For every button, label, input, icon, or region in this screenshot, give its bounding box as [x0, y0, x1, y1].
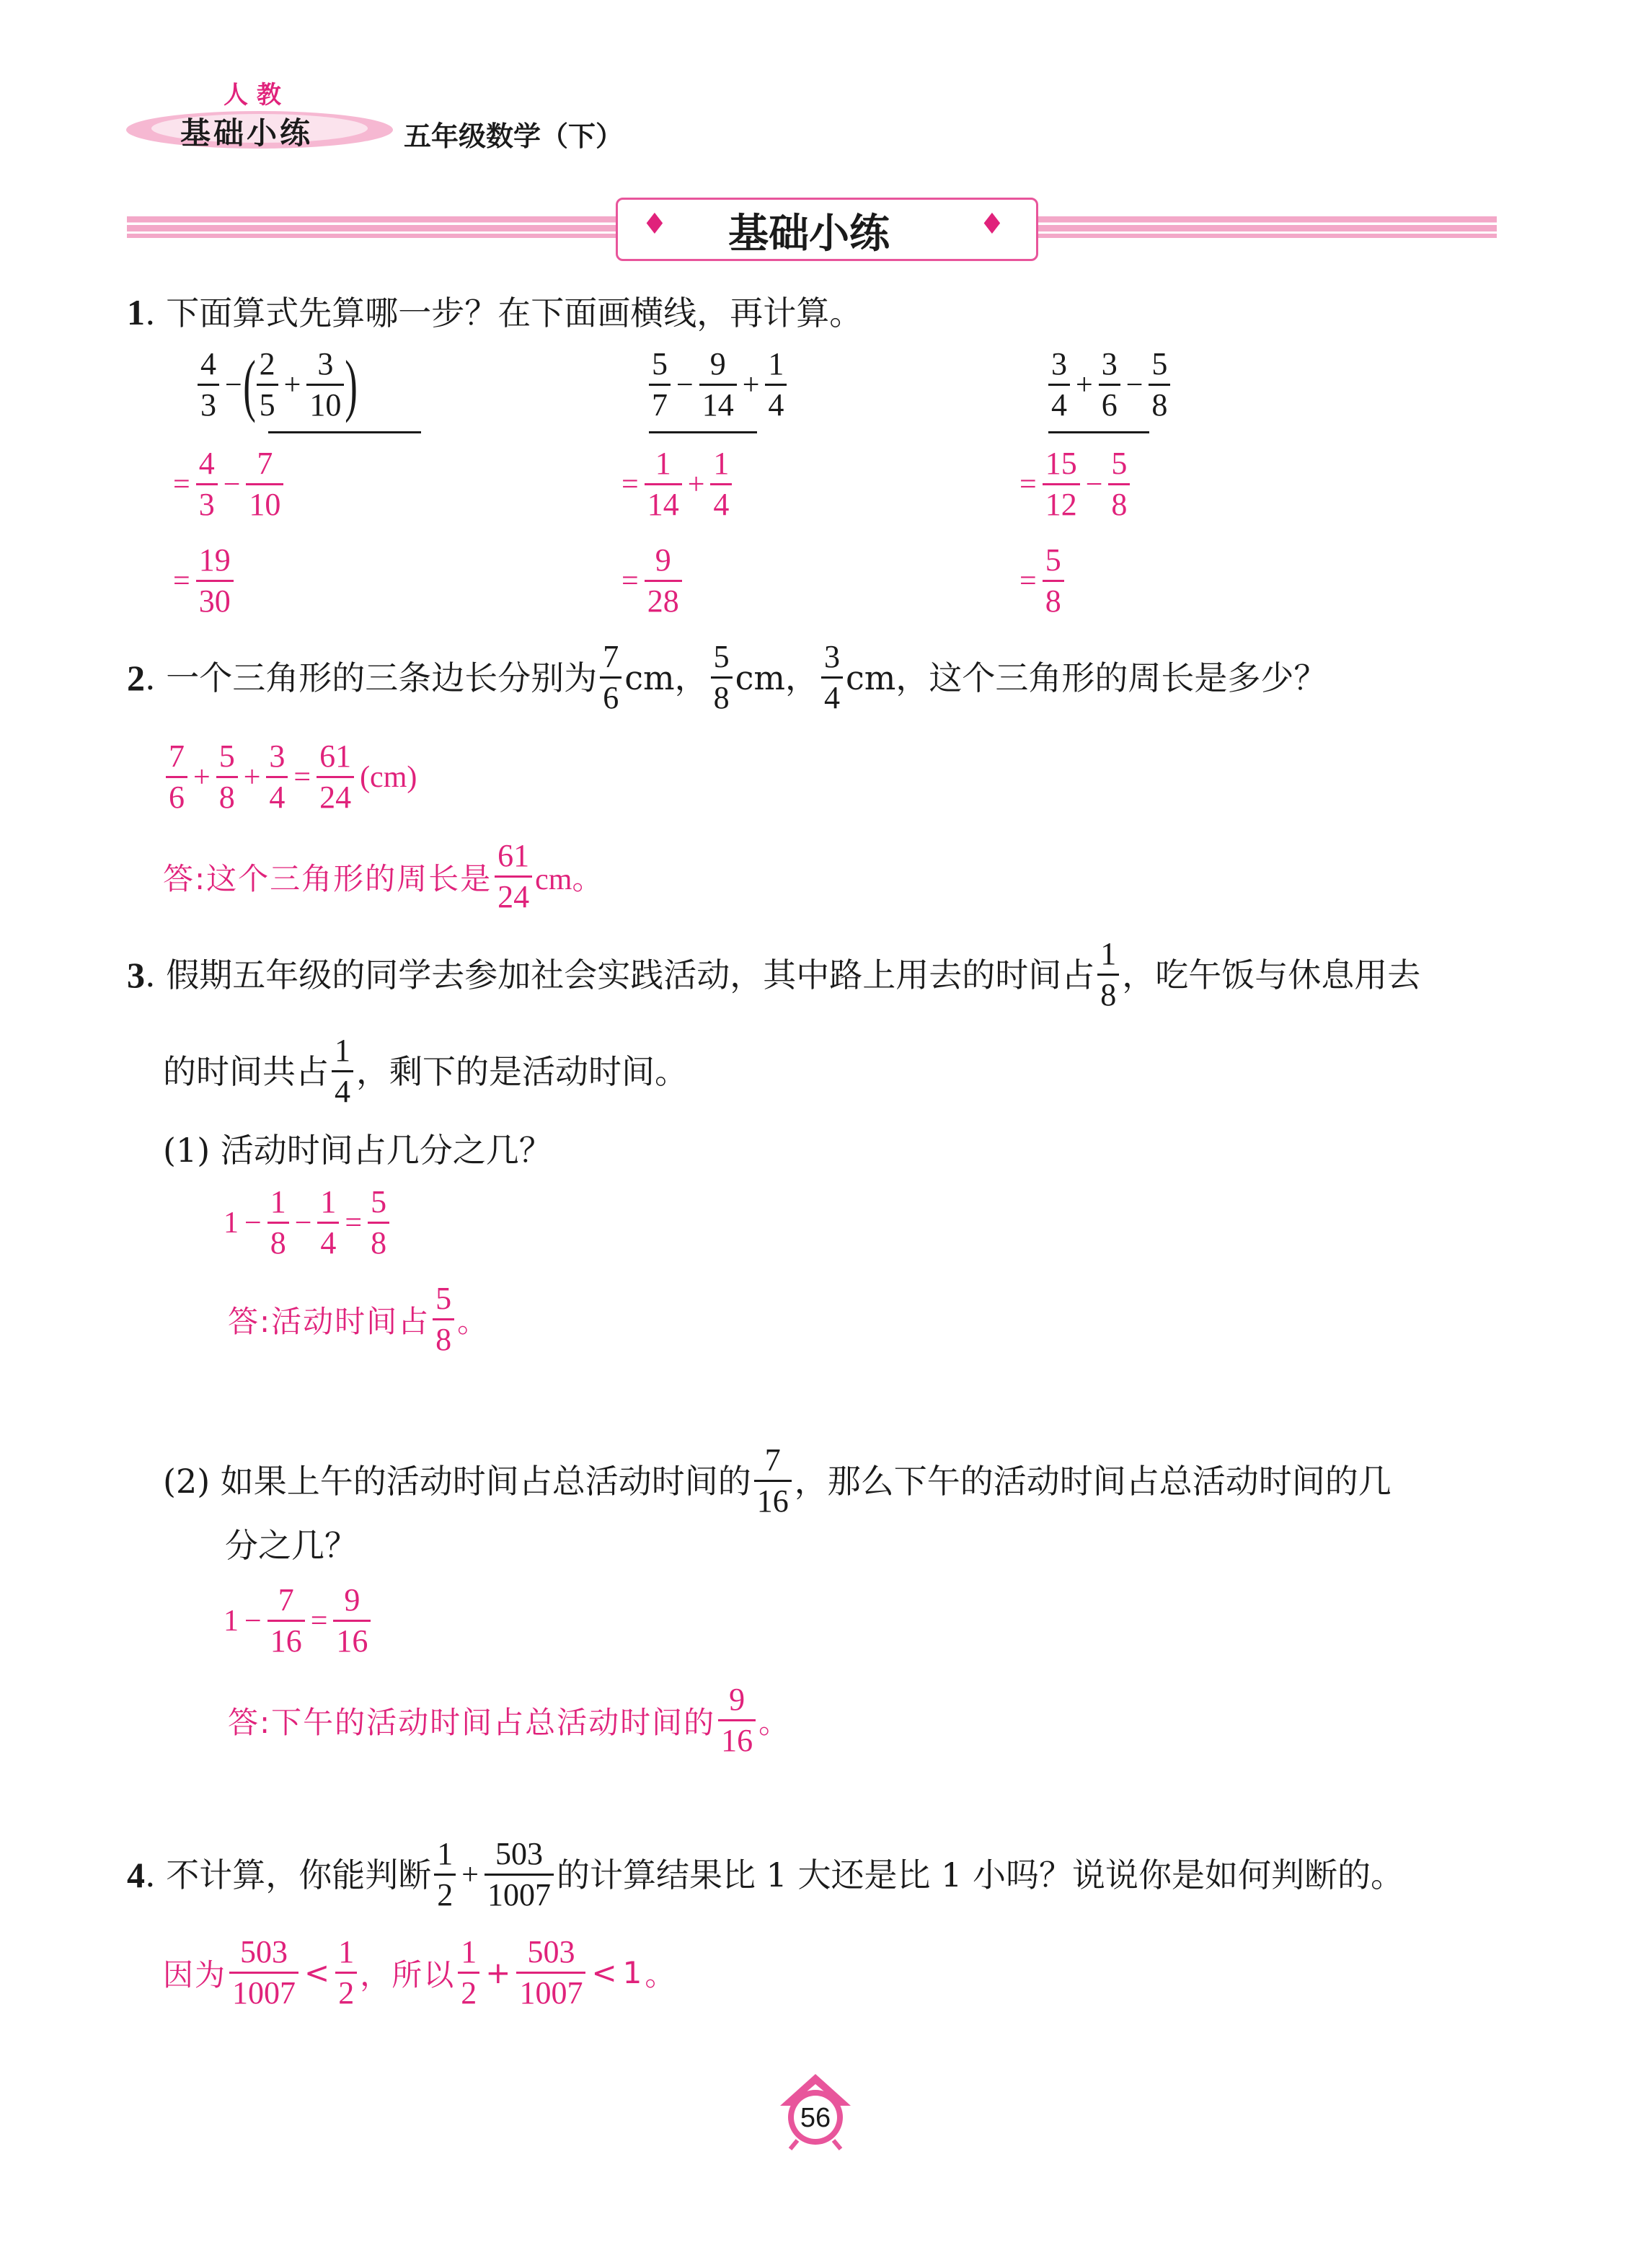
q1b-underline	[649, 431, 757, 433]
q1-prompt: 1. 下面算式先算哪一步？在下面画横线，再计算。	[127, 292, 863, 332]
fraction: 1 2	[434, 1836, 456, 1913]
fraction: 5 8	[433, 1281, 454, 1358]
paren-close: )	[345, 345, 358, 423]
fraction: 7 16	[267, 1582, 305, 1659]
fraction: 61 24	[495, 838, 532, 915]
q1c-underline	[1048, 431, 1149, 433]
q1b-step1: = 1 14 + 1 4	[619, 446, 735, 523]
q2-answer: 答:这个三角形的周长是 61 24 cm。	[163, 838, 603, 914]
q3-part2-label-line2: 分之几？	[225, 1526, 358, 1565]
fraction: 9 16	[333, 1582, 371, 1659]
fraction: 3 4	[821, 639, 843, 716]
fraction: 19 30	[196, 542, 234, 619]
fraction: 503 1007	[229, 1934, 298, 2011]
banner-stripe-left	[127, 216, 617, 238]
q3-part1-calculation: 1 − 1 8 − 1 4 = 5 8	[221, 1184, 392, 1261]
fraction: 503 1007	[516, 1934, 585, 2011]
fraction: 15 12	[1043, 446, 1080, 523]
fraction: 5 8	[216, 738, 238, 816]
header-logo	[123, 72, 397, 151]
q4-prompt: 4 . 不计算，你能判断 1 2 + 503 1007 的计算结果比 1 大还是比 1 小吗？说说你是如何判断的。	[127, 1836, 1404, 1912]
fraction: 9 14	[699, 346, 737, 423]
fraction: 5 8	[711, 639, 733, 716]
page-number: 56	[800, 2103, 831, 2133]
fraction: 3 4	[1048, 346, 1070, 423]
q1c-step2: = 5 8	[1017, 542, 1067, 619]
q4-answer: 因为 503 1007 < 1 2 ，所以 1 2 + 503 1007 < 1 。	[163, 1934, 676, 2011]
fraction: 3 4	[266, 738, 288, 816]
page-badge	[776, 2071, 855, 2150]
fraction: 1 4	[710, 446, 732, 523]
q3-prompt-line1: 3 . 假期五年级的同学去参加社会实践活动，其中路上用去的时间占 1 8 ，吃午饭与休息用去	[127, 936, 1421, 1012]
q2-prompt: 2 . 一个三角形的三条边长分别为 7 6 cm， 5 8 cm， 3 4 cm， 这个三角形的周长是多少？	[127, 639, 1327, 715]
q3-prompt-line2: 的时间共占 1 4 ，剩下的是活动时间。	[163, 1033, 688, 1109]
fraction: 3 6	[1099, 346, 1120, 423]
fraction: 4 3	[198, 346, 219, 423]
fraction: 1 8	[1097, 936, 1119, 1013]
fraction: 4 3	[196, 446, 218, 523]
banner-stripe-right	[1035, 216, 1497, 238]
fraction: 7 6	[600, 639, 621, 716]
fraction: 9 16	[718, 1682, 756, 1759]
diamond-icon: ♦	[642, 208, 668, 241]
fraction: 5 8	[1108, 446, 1130, 523]
q3-part2-answer: 答:下午的活动时间占总活动时间的 9 16 。	[228, 1682, 789, 1758]
banner-title: 基础小练	[728, 211, 890, 257]
fraction: 1 4	[332, 1033, 353, 1110]
q1a-expression: 4 3 − ( 2 5 + 3 10 )	[195, 346, 355, 423]
q1a-underline	[268, 431, 421, 433]
fraction: 2 5	[257, 346, 278, 423]
q1c-expression: 3 4 + 3 6 − 5 8	[1045, 346, 1173, 423]
q3-part1-label: (1) 活动时间占几分之几？	[163, 1131, 552, 1170]
q3-part2-calculation: 1 − 7 16 = 9 16	[221, 1582, 373, 1659]
fraction: 1 2	[335, 1934, 357, 2011]
fraction: 5 8	[1043, 542, 1064, 619]
fraction: 7 6	[166, 738, 187, 816]
q2-calculation: 7 6 + 5 8 + 3 4 = 61 24 (cm)	[163, 738, 420, 816]
fraction: 1 8	[267, 1184, 289, 1261]
fraction: 1 4	[317, 1184, 339, 1261]
fraction: 1 14	[645, 446, 682, 523]
fraction: 9 28	[645, 542, 682, 619]
q1b-expression: 5 7 − 9 14 + 1 4	[646, 346, 789, 423]
paren-open: (	[242, 345, 256, 423]
fraction: 7 16	[754, 1442, 792, 1519]
publisher-label: 人 教	[224, 81, 281, 110]
fraction: 61 24	[317, 738, 354, 816]
q3-part2-label-line1: (2) 如果上午的活动时间占总活动时间的 7 16 ，那么下午的活动时间占总活动时间的几	[163, 1442, 1392, 1519]
q1a-step2: = 19 30	[170, 542, 236, 619]
fraction: 5 8	[368, 1184, 389, 1261]
fraction: 7 10	[246, 446, 283, 523]
series-label: 基础小练	[180, 115, 314, 151]
q1c-step1: = 15 12 − 5 8	[1017, 446, 1133, 523]
fraction: 5 8	[1149, 346, 1170, 423]
diamond-icon: ♦	[979, 208, 1005, 241]
fraction: 503 1007	[485, 1836, 554, 1913]
q1a-step1: = 4 3 − 7 10	[170, 446, 286, 523]
fraction: 5 7	[649, 346, 671, 423]
q3-part1-answer: 答:活动时间占 5 8 。	[228, 1281, 488, 1357]
fraction: 3 10	[306, 346, 344, 423]
q1b-step2: = 9 28	[619, 542, 685, 619]
fraction: 1 2	[458, 1934, 479, 2011]
fraction: 1 4	[765, 346, 787, 423]
book-title: 五年级数学（下）	[404, 120, 624, 152]
